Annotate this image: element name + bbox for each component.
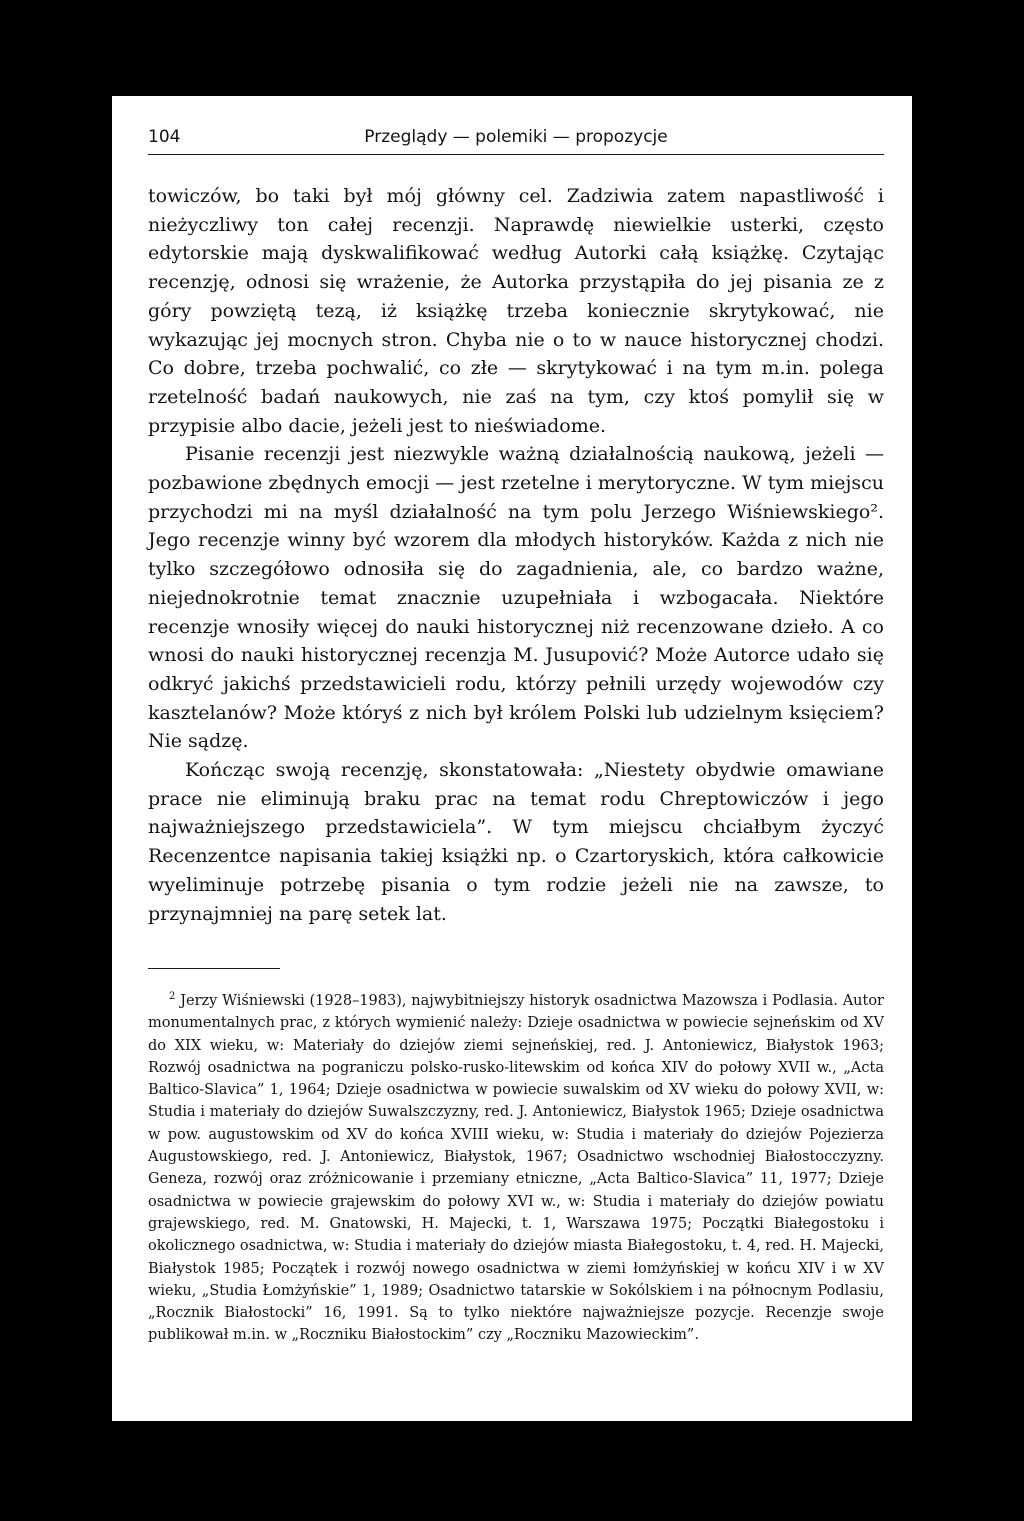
paragraph-text: Jego recenzje winny być wzorem dla młodych historyków. Każda z nich nie tylko szczegółowo odnosiła się do zagadnienia, ale, co bardzo ważne, niejednokrotnie temat znacznie uzupełniała i wzbogacała. Niektóre recenzje wnosiły więcej do nauki historycznej niż recenzowane dzieło. A co wnosi do nauki historycznej recenzja M. Jusupović? Może Autorce udało się odkryć jakichś przedstawicieli rodu, którzy pełnili urzędy wojewodów czy kasztelanów? Może któryś z nich był królem Polski lub udzielnym księciem? Nie sądzę.: [148, 529, 884, 753]
document-page: [112, 96, 912, 1421]
main-text: [148, 182, 884, 928]
footnote-separator: [148, 968, 280, 969]
footnote: [148, 990, 884, 1347]
footnote-text: Jerzy Wiśniewski (1928–1983), najwybitniejszy historyk osadnictwa Mazowsza i Podlasia. Autor monumentalnych prac, z których wymienić należy: Dzieje osadnictwa w powiecie sejneńskim od XV do XIX wieku, w: Materiały do dziejów ziemi sejneńskiej, red. J. Antoniewicz, Białystok 1963; Rozwój osadnictwa na pograniczu polsko-rusko-litewskim od końca XIV do połowy XVII w., „Acta Baltico-Slavica” 1, 1964; Dzieje osadnictwa w powiecie suwalskim od XV wieku do połowy XVII, w: Studia i materiały do dziejów Suwalszczyzny, red. J. Antoniewicz, Białystok 1965; Dzieje osadnictwa w pow. augustowskim od XV do końca XVIII wieku, w: Studia i materiały do dziejów Pojezierza Augustowskiego, red. J. Antoniewicz, Białystok, 1967; Osadnictwo wschodniej Białostocczyzny. Geneza, rozwój oraz zróżnicowanie i przemiany etniczne, „Acta Baltico-Slavica” 11, 1977; Dzieje osadnictwa w powiecie grajewskim do połowy XVI w., w: Studia i materiały do dziejów powiatu grajewskiego, red. M. Gnatowski, H. Majecki, t. 1, Warszawa 1975; Początki Białegostoku i okolicznego osadnictwa, w: Studia i materiały do dziejów miasta Białegostoku, t. 4, red. H. Majecki, Białystok 1985; Początek i rozwój nowego osadnictwa w ziemi łomżyńskiej w końcu XIV i w XV wieku, „Studia Łomżyńskie” 1, 1989; Osadnictwo tatarskie w Sokólskiem i na północnym Podlasiu, „Rocznik Białostocki” 16, 1991. Są to tylko niektóre najważniejsze pozycje. Recenzje swoje publikował m.in. w „Roczniku Białostockim” czy „Roczniku Mazowieckim”.: [148, 993, 884, 1344]
paragraph-text: Pisanie recenzji jest niezwykle ważną działalnością naukową, jeżeli — pozbawione zbędnych emocji — jest rzetelne i merytoryczne. W tym miejscu przychodzi mi na myśl działalność na tym polu Jerzego Wiśniewskiego².: [148, 443, 884, 523]
footnotes: [148, 990, 884, 1347]
paragraph: Kończąc swoją recenzję, skonstatowała: „Niestety obydwie omawiane prace nie eliminują braku prac na temat rodu Chreptowiczów i jego najważniejszego przedstawiciela”. W tym miejscu chciałbym życzyć Recenzentce napisania takiej książki np. o Czartoryskich, która całkowicie wyeliminuje potrzebę pisania o tym rodzie jeżeli nie na zawsze, to przynajmniej na parę setek lat.: [148, 759, 884, 925]
page-number: 104: [148, 127, 181, 147]
paragraph: [148, 440, 884, 756]
footnote-mark: 2: [169, 991, 176, 1003]
paragraph-continued: towiczów, bo taki był mój główny cel. Zadziwia zatem napastliwość i nieżyczliwy ton całej recenzji. Naprawdę niewielkie usterki, często edytorskie mają dyskwalifikować według Autorki całą książkę. Czytając recenzję, odnosi się wrażenie, że Autorka przystąpiła do jej pisania ze z góry powziętą tezą, iż książkę trzeba koniecznie skrytykować, nie wykazując jej mocnych stron. Chyba nie o to w nauce historycznej chodzi. Co dobre, trzeba pochwalić, co złe — skrytykować i na tym m.in. polega rzetelność badań naukowych, nie zaś na tym, czy ktoś pomylił się w przypisie albo dacie, jeżeli jest to nieświadome.: [148, 185, 884, 437]
running-header: [148, 124, 884, 155]
running-title: Przeglądy — polemiki — propozycje: [364, 127, 668, 147]
